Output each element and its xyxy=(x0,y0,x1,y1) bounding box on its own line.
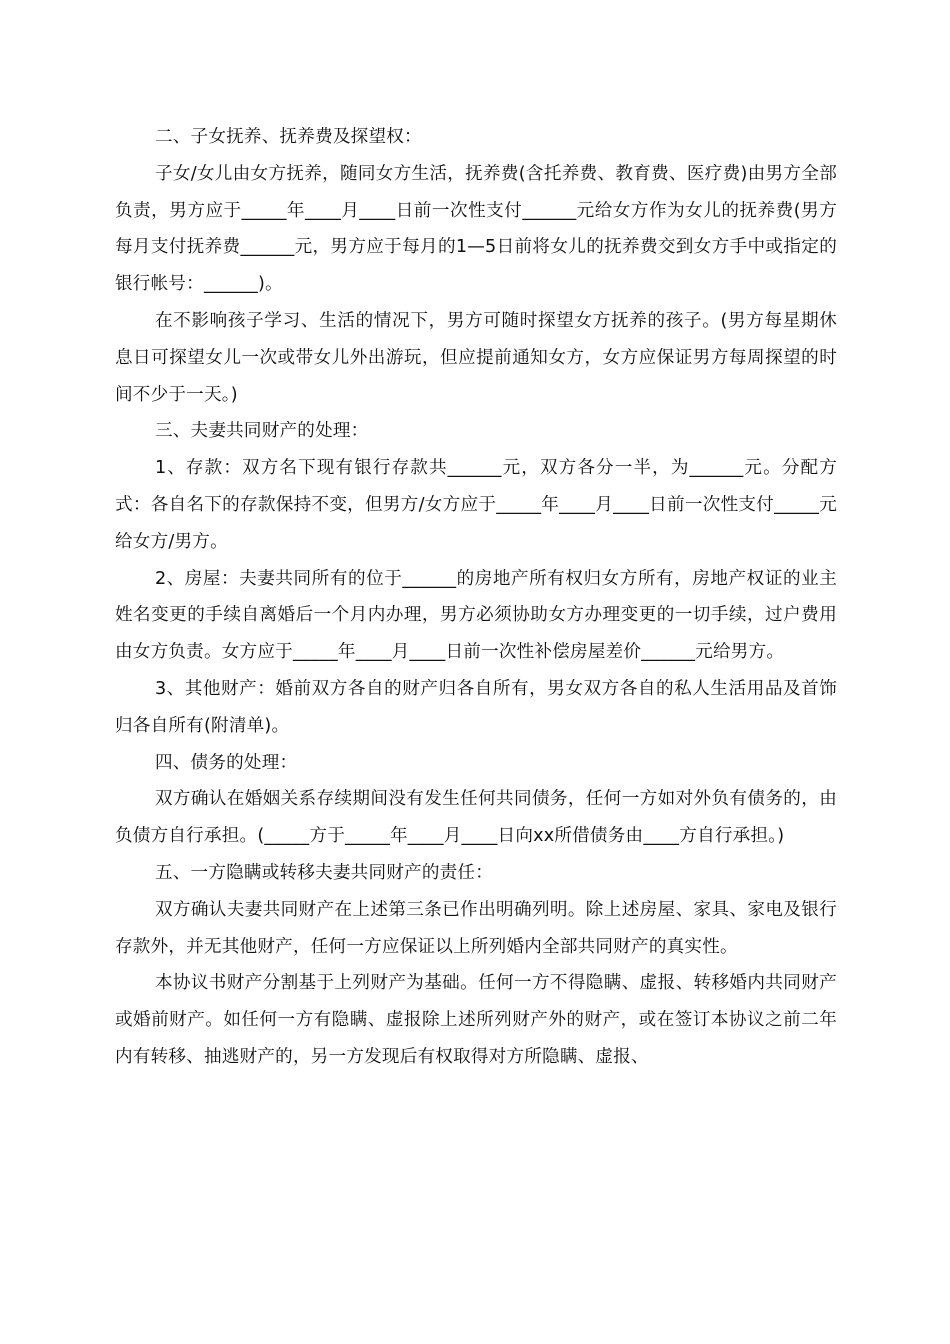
section-heading-joint-property: 三、夫妻共同财产的处理： xyxy=(154,421,369,442)
paragraph-visitation: 在不影响孩子学习、生活的情况下，男方可随时探望女方抚养的孩子。(男方每星期休息日可探望女儿一次或带女儿外出游玩，但应提前通知女方，女方应保证男方每周探望的时间不少于一天。) xyxy=(115,310,837,405)
section-heading-child-custody: 二、子女抚养、抚养费及探望权： xyxy=(154,127,422,147)
paragraph-property-confirmation: 双方确认夫妻共同财产在上述第三条已作出明确列明。除上述房屋、家具、家电及银行存款外，并无其他财产，任何一方应保证以上所列婚内全部共同财产的真实性。 xyxy=(115,899,837,957)
paragraph-concealment-liability: 本协议书财产分割基于上列财产为基础。任何一方不得隐瞒、虚报、转移婚内共同财产或婚前财产。如任何一方有隐瞒、虚报除上述所列财产外的财产，或在签订本协议之前二年内有转移、抽逃财产的，另一方发现后有权取得对方所隐瞒、虚报、 xyxy=(115,973,837,1067)
paragraph-debts: 双方确认在婚姻关系存续期间没有发生任何共同债务，任何一方如对外负有债务的，由负债方自行承担。(_____方于_____年____月____日向xx所借债务由____方自行承担。) xyxy=(115,789,837,847)
paragraph-child-support: 子女/女儿由女方抚养，随同女方生活，抚养费(含托养费、教育费、医疗费)由男方全部负责，男方应于_____年____月____日前一次性支付______元给女方作为女儿的抚养费(男方每月支付抚养费______元，男方应于每月的1—5日前将女儿的抚养费交到女方手中或指定的银行帐号：______)。 xyxy=(115,163,837,295)
paragraph-savings: 1、存款：双方名下现有银行存款共______元，双方各分一半，为______元。分配方式：各自名下的存款保持不变，但男方/女方应于_____年____月____日前一次性支付_____元给女方/男方。 xyxy=(115,458,837,552)
paragraph-other-property: 3、其他财产：婚前双方各自的财产归各自所有，男女双方各自的私人生活用品及首饰归各自所有(附清单)。 xyxy=(115,678,837,736)
paragraph-house: 2、房屋：夫妻共同所有的位于______的房地产所有权归女方所有，房地产权证的业主姓名变更的手续自离婚后一个月内办理，男方必须协助女方办理变更的一切手续，过户费用由女方负责。女方应于_____年____月____日前一次性补偿房屋差价______元给男方。 xyxy=(115,568,837,663)
section-heading-concealment: 五、一方隐瞒或转移夫妻共同财产的责任： xyxy=(154,862,494,883)
section-heading-debts: 四、债务的处理： xyxy=(154,752,298,773)
document-body xyxy=(115,119,837,1076)
